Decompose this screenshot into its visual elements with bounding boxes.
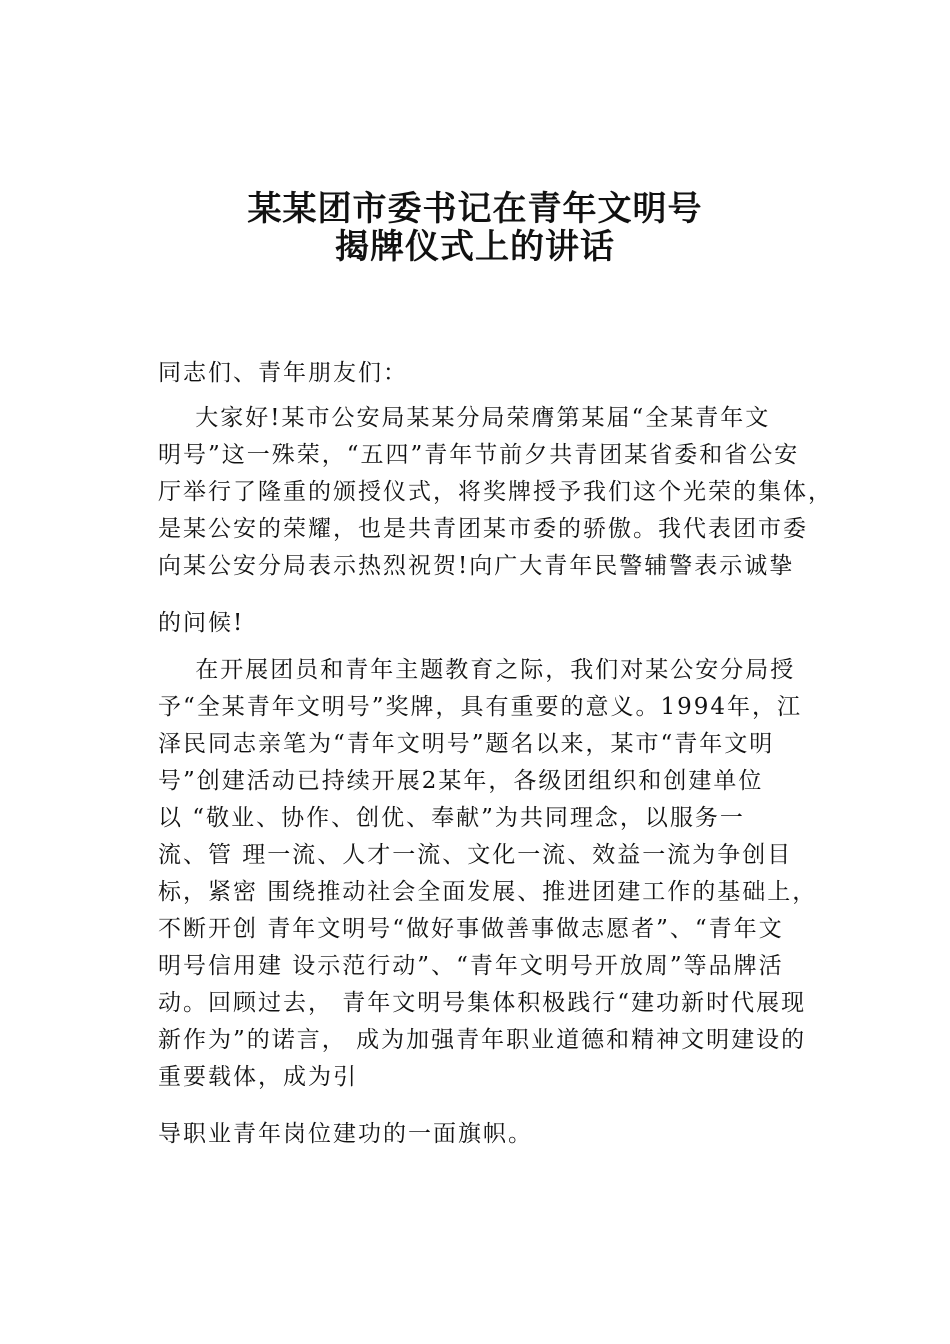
document-title-line-1: 某某团市委书记在青年文明号 <box>247 189 703 229</box>
paragraph-1-line: 明号”这一殊荣，“五四”青年节前夕共青团某省委和省公安 <box>158 442 800 468</box>
paragraph-1-line: 大家好!某市公安局某某分局荣膺第某届“全某青年文 <box>158 405 771 431</box>
paragraph-2-line: 明号信用建 设示范行动”、“青年文明号开放周”等品牌活 <box>158 953 784 979</box>
paragraph-2-line: 泽民同志亲笔为“青年文明号”题名以来，某市“青年文明 <box>158 731 775 757</box>
paragraph-1-line: 的问候! <box>158 610 245 636</box>
paragraph-2-line: 流、管 理一流、人才一流、文化一流、效益一流为争创目 <box>158 842 793 868</box>
paragraph-2-line: 重要载体，成为引 <box>158 1064 358 1090</box>
paragraph-2-line: 标，紧密 围绕推动社会全面发展、推进团建工作的基础上， <box>158 879 818 905</box>
paragraph-2-line: 动。回顾过去， 青年文明号集体积极践行“建功新时代展现 <box>158 990 807 1016</box>
paragraph-1-line: 向某公安分局表示热烈祝贺!向广大青年民警辅警表示诚挚 <box>158 553 795 579</box>
paragraph-2-line: 在开展团员和青年主题教育之际，我们对某公安分局授 <box>158 657 796 683</box>
paragraph-2-line: 不断开创 青年文明号“做好事做善事做志愿者”、“青年文 <box>158 916 784 942</box>
paragraph-2-line: 号”创建活动已持续开展2某年，各级团组织和创建单位 <box>158 768 764 794</box>
paragraph-1-line: 厅举行了隆重的颁授仪式，将奖牌授予我们这个光荣的集体， <box>158 479 833 505</box>
salutation: 同志们、青年朋友们： <box>158 360 408 386</box>
paragraph-2-line: 予“全某青年文明号”奖牌，具有重要的意义。1994年，江 <box>158 694 803 720</box>
paragraph-2-line: 以 “敬业、协作、创优、奉献”为共同理念，以服务一 <box>158 805 745 831</box>
paragraph-2-line: 新作为”的诺言， 成为加强青年职业道德和精神文明建设的 <box>158 1027 807 1053</box>
paragraph-1-line: 是某公安的荣耀，也是共青团某市委的骄傲。我代表团市委 <box>158 516 808 542</box>
document-title-line-2: 揭牌仪式上的讲话 <box>335 227 615 267</box>
paragraph-2-line: 导职业青年岗位建功的一面旗帜。 <box>158 1121 533 1147</box>
